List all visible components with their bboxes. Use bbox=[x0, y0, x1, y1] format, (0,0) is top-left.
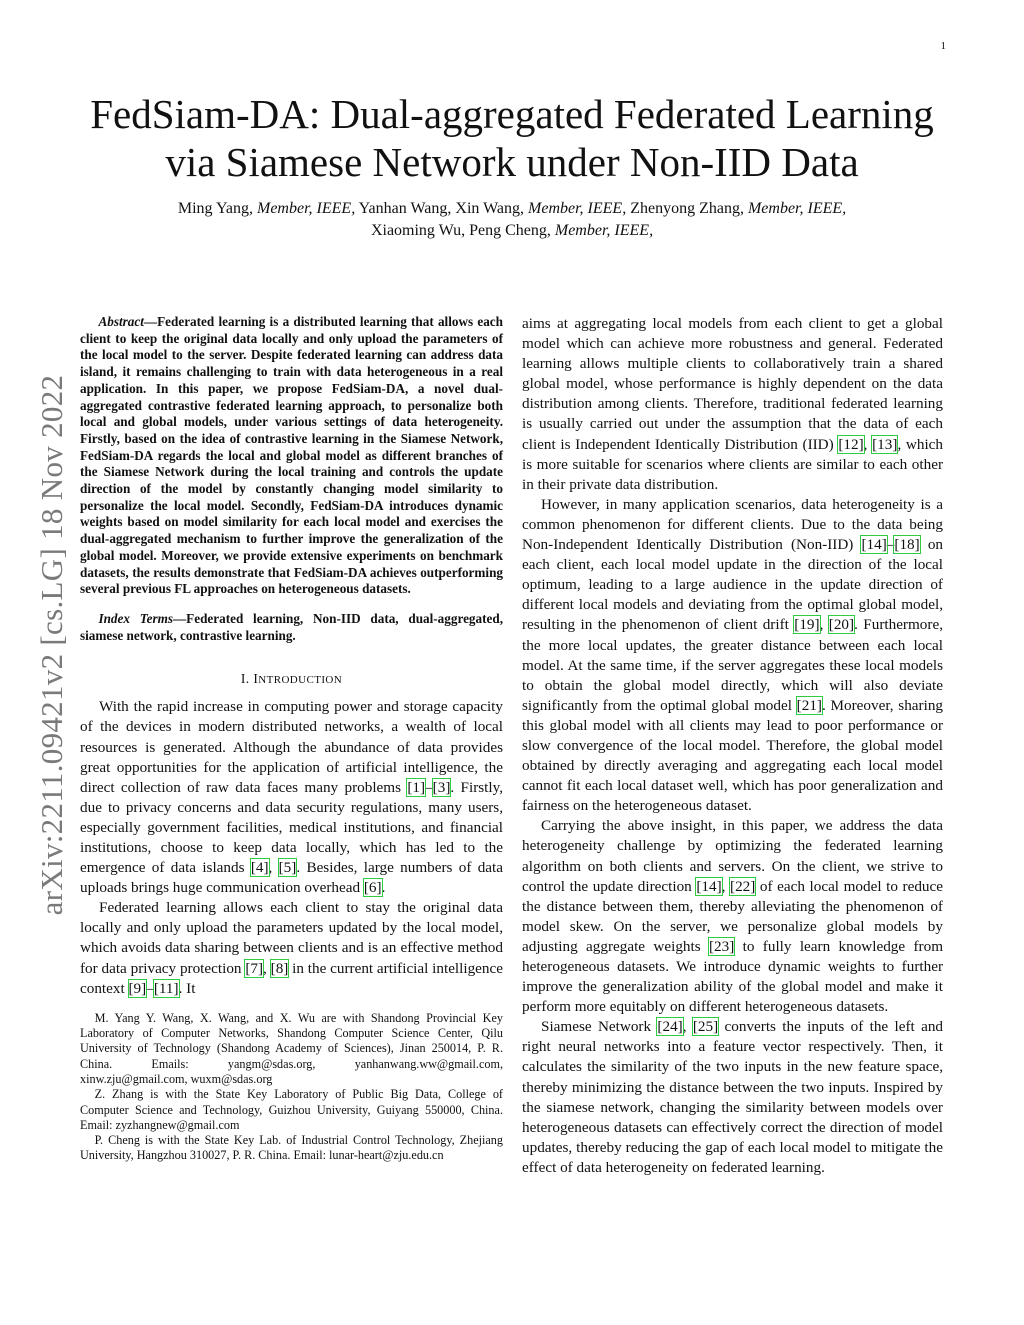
text-run: converts the inputs of the left and right neural networks into a feature vector respectively. Then, it calculates the similarity of the two inputs in the new feature space, thereby minimizing the distance between the two inputs. Inspired by the siamese network, changing the similarity between models over heterogeneous datasets can effectively correct the direction of model updates, thereby reducing the gap of each local model to mitigate the effect of data heterogeneity on federated learning. bbox=[522, 1018, 944, 1176]
footnotes bbox=[80, 1011, 503, 1164]
body-paragraph bbox=[522, 495, 943, 817]
text-run: , bbox=[682, 1018, 693, 1036]
citation-link[interactable]: [20] bbox=[828, 616, 855, 634]
citation-link[interactable]: [7] bbox=[245, 959, 264, 977]
text-run: Federated learning allows each client to stay the original data locally and only upload the parameters updated by the local model, which avoids data sharing between clients and is an effective method for data privacy protection bbox=[80, 899, 503, 977]
citation-link[interactable]: [25] bbox=[692, 1018, 719, 1036]
citation-link[interactable]: [22] bbox=[730, 877, 756, 895]
citation-link[interactable]: [14] bbox=[861, 536, 887, 554]
text-run: . bbox=[381, 879, 386, 897]
text-run: , bbox=[819, 616, 829, 634]
citation-link[interactable]: [21] bbox=[796, 696, 822, 714]
footnote-affiliation: M. Yang Y. Wang, X. Wang, and X. Wu are with Shandong Provincial Key Laboratory of Computer Networks, Shandong Computer Science Center, Qilu University of Technology (Shandong Academy of Sciences), Jinan 250014, P. R. China. Emails: yangm@sdas.org, yanhanwang.ww@gmail.com, xinw.zju@gmail.com, wuxm@sdas.org bbox=[80, 1010, 503, 1086]
text-run: . Moreover, sharing this global model with all clients may lead to poor performance or slow convergence of the local model. Therefore, the global model obtained by directly averaging and aggregating each local model cannot fit each local dataset well, which has poor generalization and fairness on the heterogeneous dataset. bbox=[522, 696, 944, 815]
section-title-initial: I bbox=[253, 671, 259, 687]
text-run: – bbox=[425, 778, 433, 796]
citation-link[interactable]: [9] bbox=[128, 979, 147, 997]
text-run: , bbox=[268, 859, 279, 877]
text-run: on each client, each local model update in the direction of the local optimum, leading to a large audience in the update direction of different local models and deviating from the optimal global model, resulting in the phenomenon of client drift bbox=[522, 536, 943, 634]
text-run: – bbox=[886, 536, 895, 554]
author-name: Zhenyong Zhang, bbox=[626, 200, 748, 217]
citation-link[interactable]: [12] bbox=[838, 435, 864, 453]
citation-link[interactable]: [23] bbox=[708, 937, 735, 955]
text-run: With the rapid increase in computing power and storage capacity of the devices in modern distributed networks, a wealth of local resources is generated. Although the abundance of data provides great opportunities for the application of artificial intelligence, the direct collection of raw data faces many problems bbox=[80, 698, 503, 796]
text-run: However, in many application scenarios, data heterogeneity is a common phenomenon for different clients. Due to the data being Non-Independent Identically Distribution (Non-IID) bbox=[522, 495, 943, 554]
citation-link[interactable]: [19] bbox=[794, 616, 820, 634]
footnote-affiliation: Z. Zhang is with the State Key Laboratory of Public Big Data, College of Computer Science and Technology, Guizhou University, Guiyang 550000, China. Email: zyzhangnew@gmail.com bbox=[80, 1087, 503, 1132]
citation-link[interactable]: [4] bbox=[250, 859, 269, 877]
citation-link[interactable]: [6] bbox=[363, 879, 382, 897]
text-run: in the current artificial intelligence context bbox=[80, 959, 504, 997]
text-run: . Besides, large numbers of data uploads brings huge communication overhead bbox=[80, 859, 503, 897]
author-role: Member, IEEE, bbox=[528, 200, 627, 217]
section-heading bbox=[80, 671, 503, 687]
text-run: Siamese Network bbox=[541, 1018, 658, 1036]
citation-link[interactable]: [18] bbox=[894, 536, 920, 554]
abstract-label: Abstract bbox=[98, 314, 144, 329]
section-title-rest: NTRODUCTION bbox=[258, 674, 343, 687]
body-paragraph bbox=[522, 816, 943, 1017]
citation-link[interactable]: [1] bbox=[407, 778, 426, 796]
body-paragraph bbox=[522, 1017, 943, 1178]
author-name: Xiaoming Wu, Peng Cheng, bbox=[370, 222, 555, 239]
text-run: to fully learn knowledge from heterogeneous datasets. We introduce dynamic weights to further improve the generalization ability of the global model and make it perform more equitably on different heterogeneous datasets. bbox=[522, 937, 944, 1016]
text-run: , bbox=[263, 959, 271, 977]
left-column bbox=[80, 314, 503, 1164]
citation-link[interactable]: [8] bbox=[270, 959, 289, 977]
author-role: Member, IEEE, bbox=[257, 200, 356, 217]
author-list bbox=[80, 198, 944, 242]
text-run: , which is more suitable for scenarios where clients are similar to each other in their private data distribution. bbox=[522, 435, 943, 493]
body-paragraph bbox=[522, 314, 943, 495]
section-number: I. bbox=[240, 671, 254, 687]
text-run: , bbox=[721, 877, 731, 895]
citation-link[interactable]: [24] bbox=[657, 1018, 683, 1036]
footnote-affiliation: P. Cheng is with the State Key Lab. of Industrial Control Technology, Zhejiang University, Hangzhou 310027, P. R. China. Email: lunar-heart@zju.edu.cn bbox=[80, 1133, 503, 1163]
body-paragraph bbox=[80, 697, 503, 898]
text-run: of each local model to reduce the distance between them, thereby alleviating the phenomenon of model skew. On the server, we personalize global models by adjusting aggregate weights bbox=[522, 877, 943, 955]
citation-link[interactable]: [11] bbox=[153, 979, 179, 997]
author-name: Ming Yang, bbox=[177, 200, 257, 217]
arxiv-identifier: arXiv:2211.09421v2 [cs.LG] 18 Nov 2022 bbox=[34, 374, 69, 916]
text-run: – bbox=[146, 979, 154, 997]
intro-body-left bbox=[80, 697, 503, 998]
text-run: . It bbox=[178, 979, 196, 997]
index-terms-text: —Federated learning, Non-IID data, dual-aggregated, siamese network, contrastive learning. bbox=[80, 610, 503, 643]
text-run: . Firstly, due to privacy concerns and data security regulations, many users, especially government facilities, medical institutions, and financial institutions, choose to keep data locally, which has led to the emergence of data islands bbox=[80, 778, 504, 877]
text-run: aims at aggregating local models from each client to get a global model which can achieve more robustness and general. Federated learning allows multiple clients to collaboratively train a shared global model, whose performance is highly dependent on the data distribution among clients. Therefore, traditional federated learning is usually carried out under the assumption that the data of each client is Independent Identically Distribution (IID) bbox=[522, 315, 943, 453]
citation-link[interactable]: [13] bbox=[872, 435, 898, 453]
citation-link[interactable]: [3] bbox=[432, 778, 451, 796]
page-number: 1 bbox=[940, 40, 946, 52]
abstract-text: —Federated learning is a distributed learning that allows each client to keep the original data locally and only upload the parameters of the local model to the server. Despite federated learning can address data island, it remains challenging to train with data heterogeneous in a real application. In this paper, we propose FedSiam-DA, a novel dual-aggregated contrastive federated learning approach, to personalize both local and global models, under various settings of data heterogeneity. Firstly, based on the idea of contrastive learning in the Siamese Network, FedSiam-DA regards the local and global model as different branches of the Siamese Network during the local training and controls the update direction of the model by constantly changing model similarity to personalize the local model. Secondly, FedSiam-DA introduces dynamic weights based on model similarity for each local model and exercises the dual-aggregated mechanism to further improve the generalization of the global model. Moreover, we provide extensive experiments on benchmark datasets, the results demonstrate that FedSiam-DA achieves outperforming several previous FL approaches on heterogeneous datasets. bbox=[80, 314, 503, 597]
author-name: Yanhan Wang, Xin Wang, bbox=[355, 200, 529, 217]
text-run: , bbox=[863, 435, 873, 453]
abstract bbox=[80, 314, 503, 598]
text-run: Carrying the above insight, in this paper, we address the data heterogeneity challenge by optimizing the federated learning algorithm on both clients and servers. On the client, we strive to control the update direction bbox=[522, 817, 943, 895]
author-role: Member, IEEE, bbox=[554, 222, 654, 239]
right-column bbox=[522, 314, 943, 1178]
index-terms-label: Index Terms bbox=[98, 610, 173, 626]
author-line-2 bbox=[80, 220, 944, 242]
citation-link[interactable]: [5] bbox=[278, 859, 297, 877]
author-role: Member, IEEE, bbox=[747, 200, 847, 217]
body-paragraph bbox=[80, 898, 503, 998]
text-run: . Furthermore, the more local updates, the greater distance between each local model. At the same time, if the server aggregates these local models to obtain the global model directly, which will also deviate significantly from the optimal global model bbox=[522, 616, 943, 714]
author-line-1 bbox=[80, 198, 944, 220]
index-terms bbox=[80, 611, 503, 644]
paper-title: FedSiam-DA: Dual-aggregated Federated Learning via Siamese Network under Non-IID Data bbox=[90, 91, 934, 185]
citation-link[interactable]: [14] bbox=[696, 877, 722, 895]
